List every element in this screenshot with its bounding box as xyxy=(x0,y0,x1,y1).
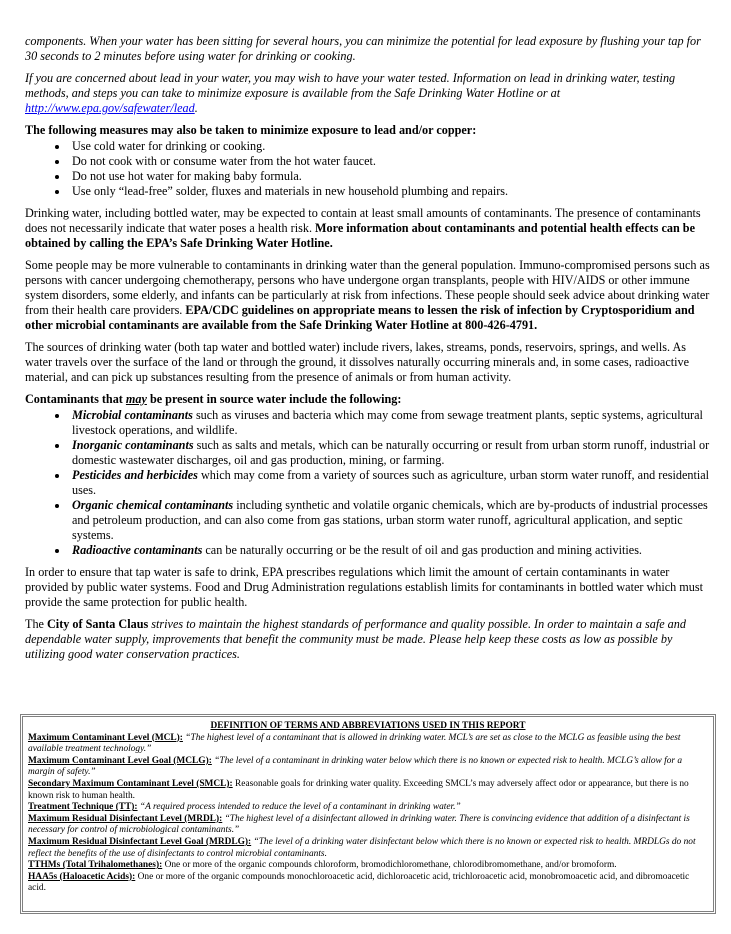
contaminant-text: such as viruses and bacteria which may come from sewage treatment plants, septic systems, agricultural livestock operations, and wildlife. xyxy=(72,408,703,437)
city-text: strives to maintain the highest standards of performance and quality possible. In order to maintain a safe and dependable water supply, improvements that benefit the community must be made. Please help keep these costs as low as possible by utilizing good water conservation practices. xyxy=(25,617,686,661)
regulations-paragraph: In order to ensure that tap water is safe to drink, EPA prescribes regulations which limit the amount of certain contaminants in water provided by public water systems. Food and Drug Administration regulations establish limits for contaminants in bottled water which must provide the same protection for public health. xyxy=(25,565,704,609)
measures-list xyxy=(25,139,715,199)
epa-lead-link[interactable]: http://www.epa.gov/safewater/lead xyxy=(25,101,195,115)
definitions-title: DEFINITION OF TERMS AND ABBREVIATIONS USED IN THIS REPORT xyxy=(210,721,526,731)
definitions-box xyxy=(20,714,716,914)
definition-text: “The highest level of a contaminant that is allowed in drinking water. MCL’s are set as close to the MCLG as feasible using the best available treatment technology.” xyxy=(28,732,681,755)
definition-term: Maximum Contaminant Level Goal (MCLG): xyxy=(28,755,212,766)
definition-term: Secondary Maximum Contaminant Level (SMCL): xyxy=(28,778,233,789)
definition-text: “The highest level of a disinfectant allowed in drinking water. There is convincing evidence that addition of a disinfectant is necessary for control of microbiological contaminants.” xyxy=(28,813,690,836)
vulnerable-text: Some people may be more vulnerable to contaminants in drinking water than the general population. Immuno-compromised persons such as persons with cancer undergoing chemotherapy, persons who have undergone organ transplants, people with HIV/AIDS or other immune system disorders, some elderly, and infants can be particularly at risk from infections. These people should seek advice about drinking water from their health care providers. xyxy=(25,258,710,317)
bottled-bold-text: More information about contaminants and potential health effects can be obtained by calling the EPA’s Safe Drinking Water Hotline. xyxy=(25,221,695,250)
definition-text: “The level of a contaminant in drinking water below which there is no known or expected risk to health. MCLG’s allow for a margin of safety.” xyxy=(28,755,683,778)
lead-info-paragraph xyxy=(25,71,715,116)
list-item xyxy=(69,438,715,468)
list-item xyxy=(69,543,715,558)
vulnerable-bold-text: EPA/CDC guidelines on appropriate means to lessen the risk of infection by Cryptosporidium and other microbial contaminants are available from the Safe Drinking Water Hotline at 800-426-4791. xyxy=(25,303,695,332)
definition-term: Maximum Residual Disinfectant Level (MRDL): xyxy=(28,813,223,824)
definition-item xyxy=(28,837,708,860)
definition-item xyxy=(28,814,708,837)
contaminant-term: Microbial contaminants xyxy=(72,408,193,422)
heading-post: be present in source water include the following: xyxy=(146,392,402,406)
contaminant-term: Inorganic contaminants xyxy=(72,438,194,452)
contaminant-term: Organic chemical contaminants xyxy=(72,498,234,512)
definition-item xyxy=(28,733,708,756)
list-item xyxy=(69,498,715,543)
definition-item xyxy=(28,779,708,802)
definition-term: TTHMs (Total Trihalomethanes): xyxy=(28,860,163,871)
intro-paragraph: components. When your water has been sitting for several hours, you can minimize the potential for lead exposure by flushing your tap for 30 seconds to 2 minutes before using water for drinking or cooking. xyxy=(25,34,701,63)
heading-may: may xyxy=(125,392,147,406)
definition-text: One or more of the organic compounds chloroform, bromodichloromethane, chlorodibromomethane, and/or bromoform. xyxy=(162,860,617,871)
definition-text: One or more of the organic compounds monochloroacetic acid, dichloroacetic acid, trichloroacetic acid, monobromoacetic acid, and dibromoacetic acid. xyxy=(28,871,690,894)
definition-item xyxy=(28,756,708,779)
sources-paragraph: The sources of drinking water (both tap water and bottled water) include rivers, lakes, streams, ponds, reservoirs, springs, and wells. As water travels over the surface of the land or through the ground, it dissolves naturally occurring minerals and, in some cases, radioactive material, and can pick up substances resulting from the presence of animals or from human activity. xyxy=(25,340,690,384)
contaminant-term: Pesticides and herbicides xyxy=(72,468,198,482)
contaminants-list xyxy=(25,408,715,558)
definition-text: “A required process intended to reduce the level of a contaminant in drinking water.” xyxy=(137,802,461,813)
definition-term: Maximum Contaminant Level (MCL): xyxy=(28,732,183,743)
definition-text: “The level of a drinking water disinfectant below which there is no known or expected risk to health. MRDLGs do not reflect the benefits of the use of disinfectants to control microbial contaminants. xyxy=(28,836,696,859)
definition-term: Treatment Technique (TT): xyxy=(28,802,138,813)
list-item xyxy=(69,468,715,498)
definition-item xyxy=(28,802,708,814)
lead-info-text: If you are concerned about lead in your water, you may wish to have your water tested. Information on lead in drinking water, testing methods, and steps you can take to minimize exposure is available from the Safe Drinking Water Hotline or at xyxy=(25,71,676,100)
city-pre: The xyxy=(25,617,47,631)
list-item: • Do not use hot water for making baby formula. xyxy=(69,169,715,184)
document-page xyxy=(25,34,715,669)
vulnerable-paragraph xyxy=(25,258,715,333)
list-item: • Use only “lead-free” solder, fluxes and materials in new household plumbing and repairs. xyxy=(69,184,715,199)
contaminant-text: such as salts and metals, which can be naturally occurring or result from urban storm runoff, industrial or domestic wastewater discharges, oil and gas production, mining, or farming. xyxy=(72,438,710,467)
city-name: City of Santa Claus xyxy=(47,617,149,631)
definition-text: Reasonable goals for drinking water quality. Exceeding SMCL’s may adversely affect odor or appearance, but there is no known risk to human health. xyxy=(28,778,689,801)
contaminant-text: including synthetic and volatile organic chemicals, which are by-products of industrial processes and petroleum production, and can also come from gas stations, urban storm water runoff, agricultural application, and septic systems. xyxy=(72,498,708,542)
measures-heading: The following measures may also be taken to minimize exposure to lead and/or copper: xyxy=(25,123,477,137)
lead-info-end: . xyxy=(194,101,198,115)
bottled-water-paragraph xyxy=(25,206,715,251)
definition-term: Maximum Residual Disinfectant Level Goal (MRDLG): xyxy=(28,836,252,847)
definition-item xyxy=(28,872,708,895)
list-item: • Use cold water for drinking or cooking. xyxy=(69,139,715,154)
bottled-text: Drinking water, including bottled water, may be expected to contain at least small amounts of contaminants. The presence of contaminants does not necessarily indicate that water poses a health risk. xyxy=(25,206,701,235)
heading-pre: Contaminants that xyxy=(25,392,126,406)
contaminants-heading xyxy=(25,392,715,407)
list-item: • Do not cook with or consume water from the hot water faucet. xyxy=(69,154,715,169)
definition-item xyxy=(28,860,708,872)
contaminant-text: which may come from a variety of sources such as agriculture, urban storm water runoff, and residential uses. xyxy=(72,468,710,497)
city-paragraph xyxy=(25,617,715,662)
list-item xyxy=(69,408,715,438)
contaminant-text: can be naturally occurring or be the result of oil and gas production and mining activities. xyxy=(202,543,642,557)
contaminant-term: Radioactive contaminants xyxy=(72,543,203,557)
definition-term: HAA5s (Haloacetic Acids): xyxy=(28,871,136,882)
